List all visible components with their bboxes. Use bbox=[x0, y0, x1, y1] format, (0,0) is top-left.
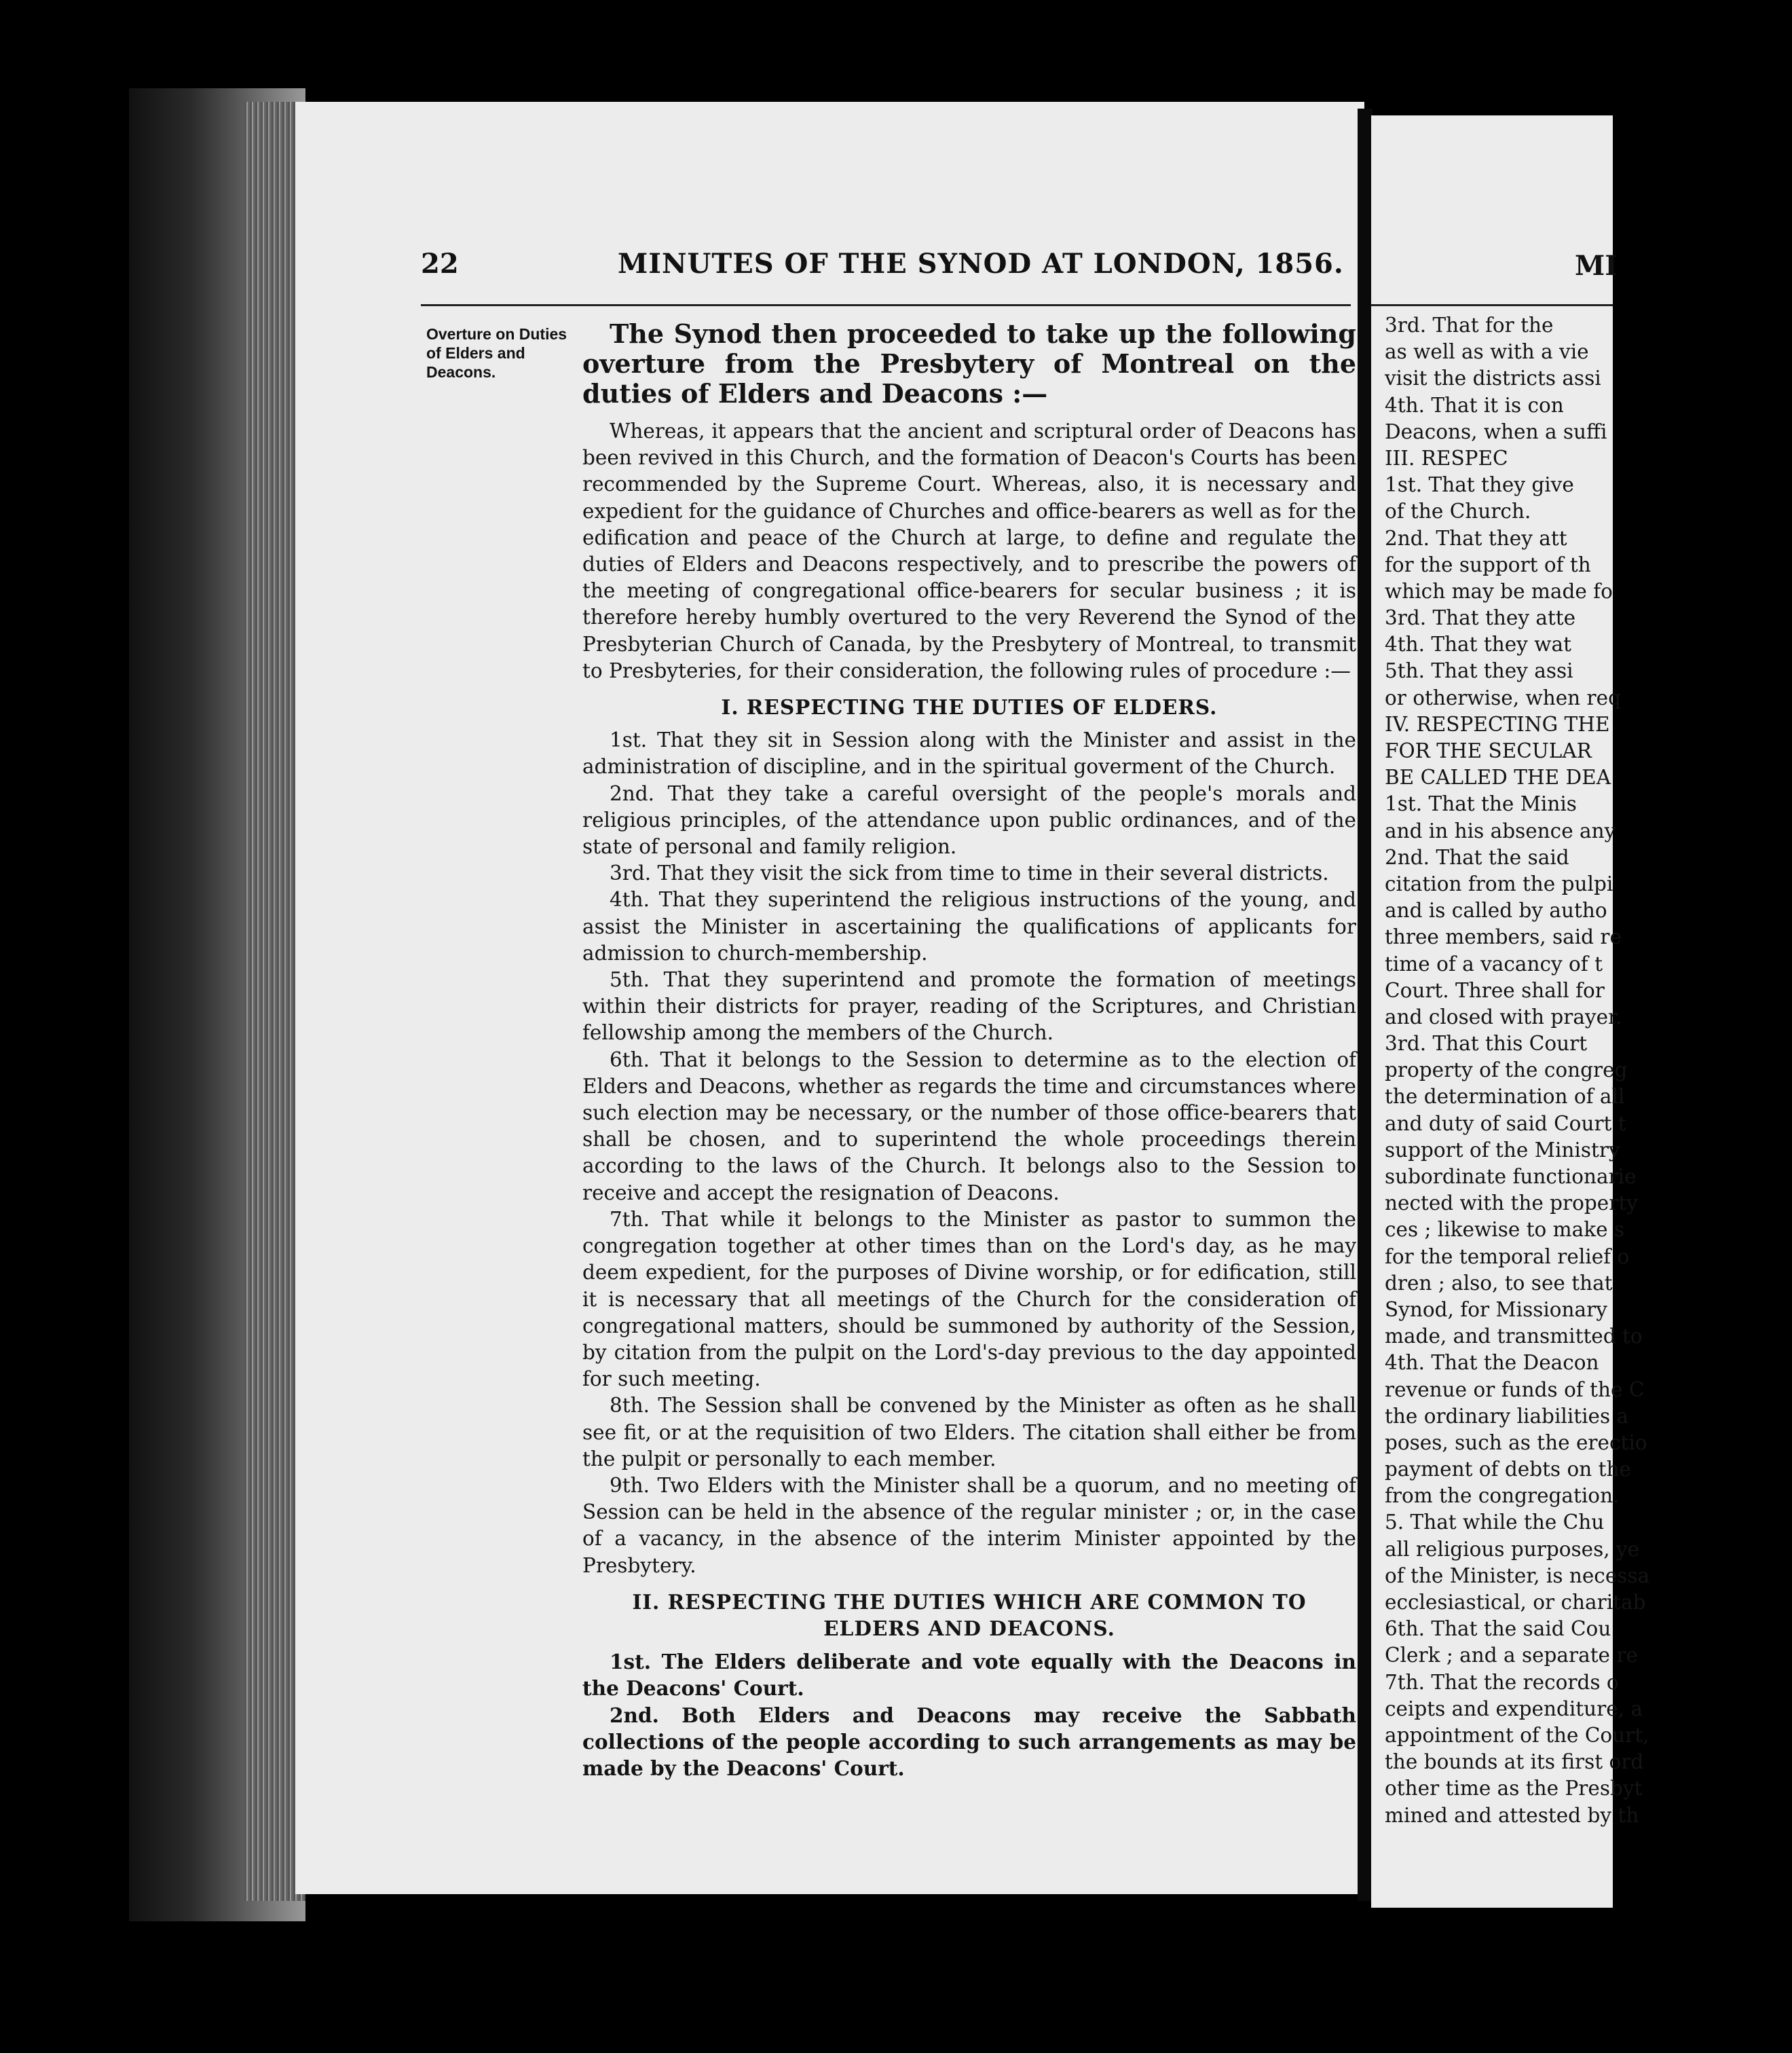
right-page-line: the ordinary liabilities a bbox=[1385, 1404, 1629, 1428]
right-page-line: the determination of all bbox=[1385, 1085, 1625, 1109]
right-page-line: support of the Ministry bbox=[1385, 1138, 1620, 1162]
page-header bbox=[421, 248, 1351, 295]
right-page-line: visit the districts assi bbox=[1385, 367, 1601, 390]
right-page-line: 4th. That they wat bbox=[1385, 633, 1571, 656]
right-page-line: time of a vacancy of t bbox=[1385, 952, 1603, 976]
right-page-line: and closed with prayer. bbox=[1385, 1005, 1622, 1029]
right-page-line: 6th. That the said Cou bbox=[1385, 1617, 1611, 1641]
right-header-rule bbox=[1371, 304, 1613, 306]
right-page-line: 3rd. That this Court bbox=[1385, 1032, 1588, 1056]
section-2-item: 1st. The Elders deliberate and vote equally with the Deacons in the Deacons' Court. bbox=[582, 1650, 1356, 1701]
section-1-item: 9th. Two Elders with the Minister shall be a quorum, and no meeting of Session can be held in the absence of the regular minister ; or, in the case of a vacancy, in the absence of the interim Minister appointed by the Presbytery. bbox=[582, 1473, 1356, 1577]
section-1-item: 4th. That they superintend the religious instructions of the young, and assist the Minister in ascertaining the qualifications of applicants for admission to church-membership. bbox=[582, 888, 1356, 965]
section-1-item: 8th. The Session shall be convened by the Minister as often as he shall see fit, or at the requisition of two Elders. The citation shall either be from the pulpit or personally to each member. bbox=[582, 1394, 1356, 1471]
right-page-line: which may be made fo bbox=[1385, 579, 1613, 603]
right-page-line: ecclesiastical, or charitab bbox=[1385, 1591, 1646, 1614]
section-2-item: 2nd. Both Elders and Deacons may receive the Sabbath collections of the people according to such arrangements as may be made by the Deacons' Court. bbox=[582, 1703, 1356, 1780]
right-page-line: 1st. That the Minis bbox=[1385, 792, 1577, 816]
right-page-line: and is called by autho bbox=[1385, 899, 1607, 923]
right-page-line: three members, said re bbox=[1385, 925, 1622, 949]
right-page-line: of the Church. bbox=[1385, 500, 1531, 523]
right-page-line: mined and attested by th bbox=[1385, 1803, 1639, 1827]
right-page-line: payment of debts on the bbox=[1385, 1458, 1631, 1481]
section-1-item: 6th. That it belongs to the Session to determine as to the election of Elders and Deacons, whether as regards the time and circumstances where such election may be necessary, or the number of those office-bearers that shall be chosen, and to superintend the whole proceedings therein according to the laws of the Church. It belongs also to the Session to receive and accept the resignation of Deacons. bbox=[582, 1048, 1356, 1204]
right-page-line: Synod, for Missionary bbox=[1385, 1297, 1607, 1321]
right-page-line: the bounds at its first ord bbox=[1385, 1750, 1644, 1774]
section-1-item: 7th. That while it belongs to the Minister as pastor to summon the congregation together at other times than on the Lord's day, as he may deem expedient, for the purposes of Divine worship, or for edification, still it is necessary that all meetings of the Church for the consideration of congregational matters, should be summoned by authority of the Session, by citation from the pulpit on the Lord's-day previous to the day appointed for such meeting. bbox=[582, 1207, 1356, 1391]
right-page-line: ceipts and expenditure, a bbox=[1385, 1697, 1643, 1720]
right-page-line: III. RESPEC bbox=[1385, 446, 1508, 470]
right-page-line: ces ; likewise to make s bbox=[1385, 1218, 1625, 1242]
margin-note: Overture on Duties of Elders and Deacons. bbox=[426, 325, 567, 381]
right-page-line: poses, such as the erectio bbox=[1385, 1430, 1647, 1454]
right-page-line: for the temporal relief o bbox=[1385, 1244, 1630, 1268]
right-page-line: 7th. That the records o bbox=[1385, 1670, 1619, 1694]
section-1-item: 3rd. That they visit the sick from time to time in their several districts. bbox=[610, 862, 1329, 885]
right-page-line: 1st. That they give bbox=[1385, 473, 1574, 497]
right-page-line: Clerk ; and a separate re bbox=[1385, 1644, 1638, 1667]
right-running-title: MI bbox=[1575, 250, 1618, 282]
header-rule bbox=[421, 304, 1351, 306]
whereas-paragraph: Whereas, it appears that the ancient and scriptural order of Deacons has been revived in this Church, and the formation of Deacon's Courts has been recommended by the Supreme Court. Whereas, also, it is necessary and expedient for the guidance of Churches and office-bearers as well as for the edification and peace of the Church at large, to define and regulate the duties of Elders and Deacons respectively, and to prescribe the powers of the meeting of congregational office-bearers for secular business ; it is therefore hereby humbly overtured to the very Reverend the Synod of the Presbyterian Church of Canada, by the Presbytery of Montreal, to transmit to Presbyteries, for their consideration, the following rules of procedure :— bbox=[582, 420, 1356, 682]
right-page-line: 4th. That the Deacon bbox=[1385, 1351, 1599, 1375]
right-page-line: citation from the pulpi bbox=[1385, 872, 1613, 895]
right-page-line: IV. RESPECTING THE bbox=[1385, 712, 1610, 736]
right-page-line: Deacons, when a suffi bbox=[1385, 420, 1607, 443]
section-1-item: 2nd. That they take a careful oversight of the people's morals and religious principles, of the attendance upon public ordinances, and of the state of personal and family religion. bbox=[582, 781, 1356, 859]
right-page-line: all religious purposes, ye bbox=[1385, 1537, 1640, 1561]
section-1-item: 1st. That they sit in Session along with the Minister and assist in the administration of discipline, and in the spiritual goverment of the Church. bbox=[582, 728, 1356, 779]
right-page-line: or otherwise, when req bbox=[1385, 686, 1621, 709]
right-page-line: subordinate functionarie bbox=[1385, 1165, 1637, 1188]
right-page-line: 3rd. That they atte bbox=[1385, 606, 1576, 630]
right-page-line: 2nd. That they att bbox=[1385, 526, 1567, 550]
right-page-line: Court. Three shall for bbox=[1385, 978, 1605, 1002]
body-text bbox=[582, 319, 1356, 1881]
right-page bbox=[1371, 115, 1650, 1908]
right-page-line: nected with the property bbox=[1385, 1191, 1638, 1215]
book-gutter bbox=[1358, 109, 1373, 1901]
right-page-line: property of the congreg bbox=[1385, 1058, 1628, 1082]
right-page-line: 5th. That they assi bbox=[1385, 659, 1573, 683]
section-1-heading: I. RESPECTING THE DUTIES OF ELDERS. bbox=[721, 695, 1218, 720]
section-2-heading: II. RESPECTING THE DUTIES WHICH ARE COMMON TO ELDERS AND DEACONS. bbox=[632, 1589, 1307, 1640]
right-page-line: as well as with a vie bbox=[1385, 340, 1589, 364]
right-page-line: of the Minister, is necessa bbox=[1385, 1564, 1650, 1587]
right-page-line: dren ; also, to see that bbox=[1385, 1271, 1613, 1295]
right-page-line: other time as the Presbyt bbox=[1385, 1777, 1643, 1800]
right-page-line: 4th. That it is con bbox=[1385, 393, 1564, 417]
right-page-line: 2nd. That the said bbox=[1385, 845, 1569, 869]
section-1-item: 5th. That they superintend and promote the formation of meetings within their districts for prayer, reading of the Scriptures, and Christian fellowship among the members of the Church. bbox=[582, 968, 1356, 1045]
right-page-line: made, and transmitted to bbox=[1385, 1325, 1643, 1348]
running-title: MINUTES OF THE SYNOD AT LONDON, 1856. bbox=[618, 248, 1344, 280]
right-page-line: from the congregation. bbox=[1385, 1484, 1620, 1508]
right-page-line: BE CALLED THE DEA bbox=[1385, 766, 1611, 790]
section-2-items bbox=[582, 1648, 1356, 1781]
right-page-line: FOR THE SECULAR bbox=[1385, 739, 1592, 762]
right-page-line: and in his absence any bbox=[1385, 819, 1616, 843]
page-number: 22 bbox=[421, 248, 459, 280]
right-page-text bbox=[1385, 312, 1792, 1829]
right-page-line: and duty of said Court t bbox=[1385, 1111, 1626, 1135]
right-page-line: for the support of th bbox=[1385, 553, 1591, 576]
intro-paragraph: The Synod then proceeded to take up the following overture from the Presbytery of Montreal on the duties of Elders and Deacons :— bbox=[582, 318, 1356, 409]
right-page-line: revenue or funds of the C bbox=[1385, 1377, 1645, 1401]
right-page-line: 5. That while the Chu bbox=[1385, 1511, 1605, 1534]
right-page-line: 3rd. That for the bbox=[1385, 314, 1554, 337]
right-page-line: appointment of the Court, bbox=[1385, 1723, 1649, 1747]
